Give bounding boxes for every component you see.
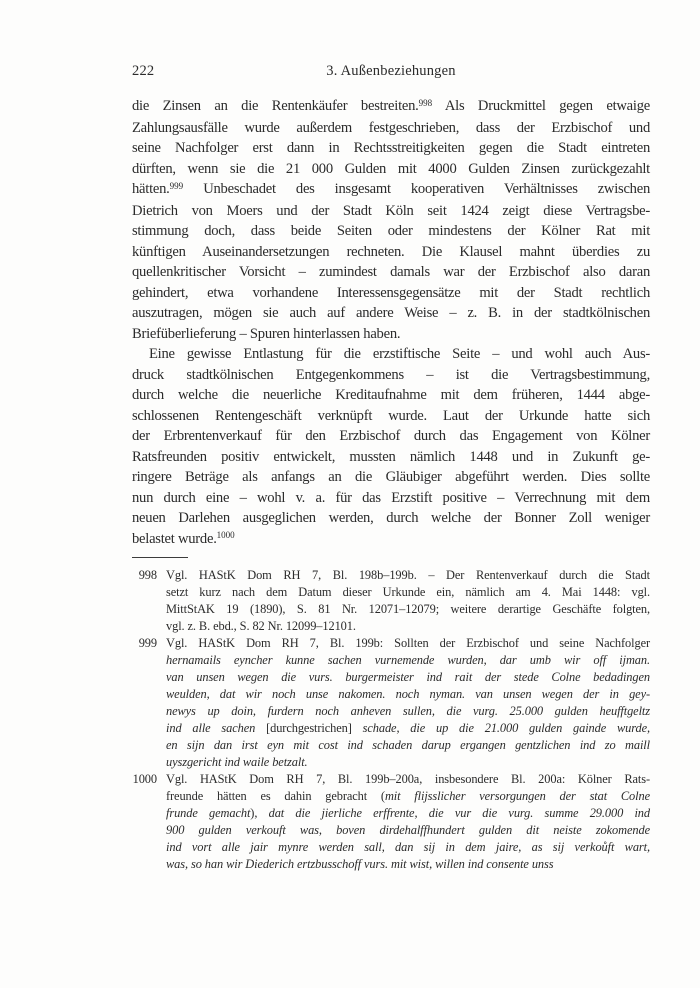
text-segment: MittStAK 19 (1890), S. 81 Nr. 12071–12079; weitere derartige Geschäfte folgten, — [166, 602, 650, 616]
text-line — [132, 324, 650, 345]
text-line — [132, 159, 650, 180]
text-line — [132, 201, 650, 222]
text-segment: Eine gewisse Entlastung für die erzstiftische Seite – und wohl auch Aus- — [149, 346, 650, 362]
text-segment: hernamails eyncher kunne sachen vurnemende wurden, dar umb wir off ijman. — [166, 653, 650, 667]
text-segment: die Zinsen an die Rentenkäufer bestreiten. — [132, 98, 419, 114]
text-segment: ind alle sachen — [166, 721, 267, 735]
text-line — [166, 856, 650, 873]
text-segment: Vgl. HAStK Dom RH 7, Bl. 199b: Sollten der Erzbischof und seine Nachfolger — [166, 636, 650, 650]
text-segment: schade, die up die 21.000 gulden gainde wurde, — [362, 721, 651, 735]
text-line — [166, 754, 650, 771]
text-segment: 900 gulden verkouft was, boven dirdehalffhundert gulden dit neiste zokomende — [166, 823, 650, 837]
text-segment: gehindert, etwa vorhandene Interessensgegensätze mit der Stadt rechtlich — [132, 284, 650, 301]
text-line — [132, 447, 650, 468]
text-segment: vgl. z. B. ebd., S. 82 Nr. 12099–12101. — [166, 619, 356, 633]
text-line — [166, 788, 650, 805]
text-line — [132, 426, 650, 447]
text-segment: uyszgericht ind waile betzalt. — [166, 755, 308, 769]
footnotes — [132, 567, 650, 873]
text-segment: van unsen wegen die vurs. burgermeister ind rait der stede Colne bedadingen — [166, 670, 650, 684]
text-segment: newys up doin, furdern noch anheven sullen, die vurg. 25.000 gulden heufftgeltz — [166, 704, 650, 718]
text-segment: ringere Beträge als anfangs an die Gläubiger abgeführt werden. Dies sollte — [132, 469, 650, 485]
text-line — [166, 652, 650, 669]
text-segment: belastet wurde. — [132, 530, 217, 547]
footnote-ref: 998 — [418, 97, 433, 108]
footnote — [132, 567, 650, 635]
text-line — [132, 262, 650, 283]
text-segment: [durchgestrichen] — [266, 721, 363, 735]
text-segment: stimmung doch, dass beide Seiten oder mindestens der Kölner Rat mit — [132, 223, 650, 239]
text-line — [166, 805, 650, 822]
text-line — [132, 283, 650, 304]
text-line — [132, 529, 650, 551]
text-line — [132, 242, 650, 263]
text-line — [132, 488, 650, 509]
text-line — [132, 303, 650, 324]
text-segment: Unbeschadet des insgesamt kooperativen Verhältnisses zwischen — [183, 181, 650, 197]
text-segment: mit flijsslicher versorgungen der stat Colne — [384, 789, 650, 803]
text-segment: durch welche die neuerliche Kreditaufnahme mit dem früheren, 1444 abge- — [132, 387, 650, 403]
text-segment: druck stadtkölnischen Entgegenkommens – ist die Vertragsbestimmung, — [132, 366, 650, 383]
text-line — [132, 221, 650, 242]
text-segment: was, so han wir Diederich ertzbusschoff vurs. mit wist, willen ind consente unss — [166, 857, 554, 871]
footnote — [132, 771, 650, 873]
text-segment: Dietrich von Moers und der Stadt Köln seit 1424 zeigt diese Vertragsbe- — [132, 202, 650, 219]
text-line — [132, 96, 650, 118]
text-line — [132, 508, 650, 529]
footnote-ref: 999 — [169, 180, 184, 191]
text-segment: frunde gemacht — [166, 806, 251, 820]
text-line — [166, 822, 650, 839]
page-number: 222 — [132, 63, 155, 79]
text-segment: neuen Darlehen ausgeglichen werden, durch welche der Bonner Zoll weniger — [132, 510, 650, 526]
text-segment: quellenkritischer Vorsicht – zumindest damals war der Erzbischof also daran — [132, 264, 650, 280]
text-segment: seine Nachfolger erst dann in Rechtsstreitigkeiten gegen die Stadt eintreten — [132, 140, 650, 156]
footnote-ref: 1000 — [216, 530, 235, 541]
body-text — [132, 96, 650, 550]
text-segment: dat die jierliche erffrente, die vur die vurg. summe 29.000 ind — [268, 806, 650, 820]
text-segment: Zahlungsausfälle wurde außerdem festgeschrieben, dass der Erzbischof und — [132, 119, 650, 136]
text-line — [166, 618, 650, 635]
footnote — [132, 635, 650, 771]
text-line — [166, 669, 650, 686]
text-line — [166, 703, 650, 720]
text-line — [166, 771, 650, 788]
page-header — [132, 62, 650, 80]
text-line — [132, 118, 650, 139]
running-head: 3. Außenbeziehungen — [326, 63, 456, 79]
text-line — [166, 720, 650, 737]
text-segment: ind vort alle jair mynre werden sall, dan sij in dem jaire, as sij verkoůft wart, — [166, 840, 650, 854]
text-line — [166, 635, 650, 652]
text-line — [132, 385, 650, 406]
text-line — [132, 406, 650, 427]
text-line — [166, 584, 650, 601]
text-line — [166, 839, 650, 856]
text-segment: Briefüberlieferung – Spuren hinterlassen haben. — [132, 325, 401, 342]
text-line — [166, 601, 650, 618]
text-segment: nun durch eine – wohl v. a. für das Erzstift positive – Verrechnung mit dem — [132, 489, 650, 506]
footnote-number: 998 — [138, 568, 157, 582]
text-segment: Vgl. HAStK Dom RH 7, Bl. 198b–199b. – Der Rentenverkauf durch die Stadt — [166, 568, 650, 582]
text-segment: hätten. — [132, 181, 170, 197]
footnote-number: 1000 — [132, 772, 157, 786]
text-line — [132, 138, 650, 159]
text-line — [132, 179, 650, 201]
text-segment: auszutragen, mögen sie auch auf andere Weise – z. B. in der stadtkölnischen — [132, 305, 650, 321]
text-segment: setzt kurz nach dem Datum dieser Urkunde ein, nämlich am 4. Mai 1448: vgl. — [166, 585, 650, 599]
footnotes-separator — [132, 557, 188, 558]
text-segment: schlossenen Rentengeschäft verknüpft wurde. Laut der Urkunde hatte sich — [132, 407, 650, 424]
text-segment: ), — [250, 806, 269, 820]
text-line — [166, 686, 650, 703]
text-line — [132, 467, 650, 488]
text-line — [166, 737, 650, 754]
text-segment: künftigen Auseinandersetzungen rechneten. Die Klausel mahnt überdies zu — [132, 243, 650, 260]
text-segment: Als Druckmittel gegen etwaige — [432, 98, 650, 114]
text-segment: Ratsfreunden positiv entwickelt, mussten nämlich 1448 und in Zukunft ge- — [132, 448, 650, 465]
text-line — [166, 567, 650, 584]
page-content — [132, 62, 650, 873]
text-segment: Vgl. HAStK Dom RH 7, Bl. 199b–200a, insbesondere Bl. 200a: Kölner Rats- — [166, 772, 650, 786]
text-segment: freunde hätten es dahin gebracht ( — [166, 789, 385, 803]
text-line — [132, 365, 650, 386]
paragraph — [132, 344, 650, 550]
text-segment: dürften, wenn sie die 21 000 Gulden mit 4000 Gulden Zinsen zurückgezahlt — [132, 160, 650, 177]
paragraph — [132, 96, 650, 344]
footnote-number: 999 — [138, 636, 157, 650]
text-segment: weulden, dat wir noch unse nakomen. noch nyman. van unsen wegen der in gey- — [166, 687, 650, 701]
text-line — [132, 344, 650, 365]
text-segment: en sijn dan irst eyn mit cost ind schaden darup ergangen gentzlichen ind zo maill — [166, 738, 650, 752]
text-segment: der Erbrentenverkauf für den Erzbischof durch das Engagement von Kölner — [132, 428, 650, 444]
